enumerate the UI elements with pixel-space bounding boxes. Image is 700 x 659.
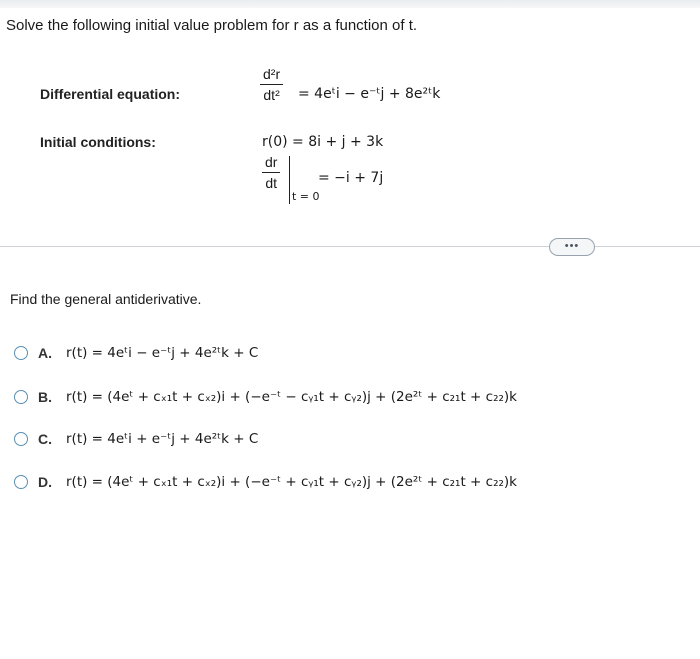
option-letter: C. bbox=[38, 431, 52, 447]
de-numerator: d²r bbox=[263, 66, 281, 82]
option-expression: r(t) = 4eᵗi + e⁻ᵗj + 4e²ᵗk + C bbox=[66, 431, 259, 447]
option-letter: D. bbox=[38, 474, 52, 490]
de-denominator: dt² bbox=[263, 87, 280, 103]
second-derivative-fraction bbox=[260, 66, 283, 103]
option-letter: B. bbox=[38, 389, 52, 405]
de-rhs: = 4eᵗi − e⁻ᵗj + 8e²ᵗk bbox=[298, 86, 441, 102]
differential-equation-label: Differential equation: bbox=[40, 86, 181, 102]
evaluation-point: t = 0 bbox=[292, 190, 320, 203]
radio-button-a[interactable] bbox=[14, 346, 28, 360]
fraction-bar bbox=[260, 84, 283, 85]
initial-velocity: = −i + 7j bbox=[318, 170, 384, 186]
radio-button-c[interactable] bbox=[14, 432, 28, 446]
option-letter: A. bbox=[38, 345, 52, 361]
prompt-text: Find the general antiderivative. bbox=[10, 291, 202, 307]
section-divider bbox=[0, 246, 700, 247]
deriv-denominator: dt bbox=[265, 175, 278, 191]
question-text: Solve the following initial value problem for r as a function of t. bbox=[6, 17, 418, 34]
option-expression: r(t) = (4eᵗ + cₓ₁t + cₓ₂)i + (−e⁻ᵗ + cᵧ₁t + cᵧ₂)j + (2e²ᵗ + c₂₁t + c₂₂)k bbox=[66, 474, 517, 490]
radio-button-b[interactable] bbox=[14, 390, 28, 404]
option-expression: r(t) = (4eᵗ + cₓ₁t + cₓ₂)i + (−e⁻ᵗ − cᵧ₁t + cᵧ₂)j + (2e²ᵗ + c₂₁t + c₂₂)k bbox=[66, 389, 517, 405]
more-button[interactable]: ••• bbox=[549, 238, 595, 256]
initial-position: r(0) = 8i + j + 3k bbox=[262, 134, 384, 150]
option-c[interactable] bbox=[14, 424, 258, 454]
option-b[interactable] bbox=[14, 382, 517, 412]
option-d[interactable] bbox=[14, 467, 517, 497]
initial-conditions-label: Initial conditions: bbox=[40, 134, 156, 150]
option-a[interactable] bbox=[14, 338, 258, 368]
fraction-bar bbox=[262, 172, 280, 173]
top-bar bbox=[0, 0, 700, 8]
evaluation-bar bbox=[289, 156, 290, 204]
deriv-numerator: dr bbox=[265, 154, 278, 170]
first-derivative-fraction bbox=[262, 154, 280, 191]
option-expression: r(t) = 4eᵗi − e⁻ᵗj + 4e²ᵗk + C bbox=[66, 345, 259, 361]
radio-button-d[interactable] bbox=[14, 475, 28, 489]
